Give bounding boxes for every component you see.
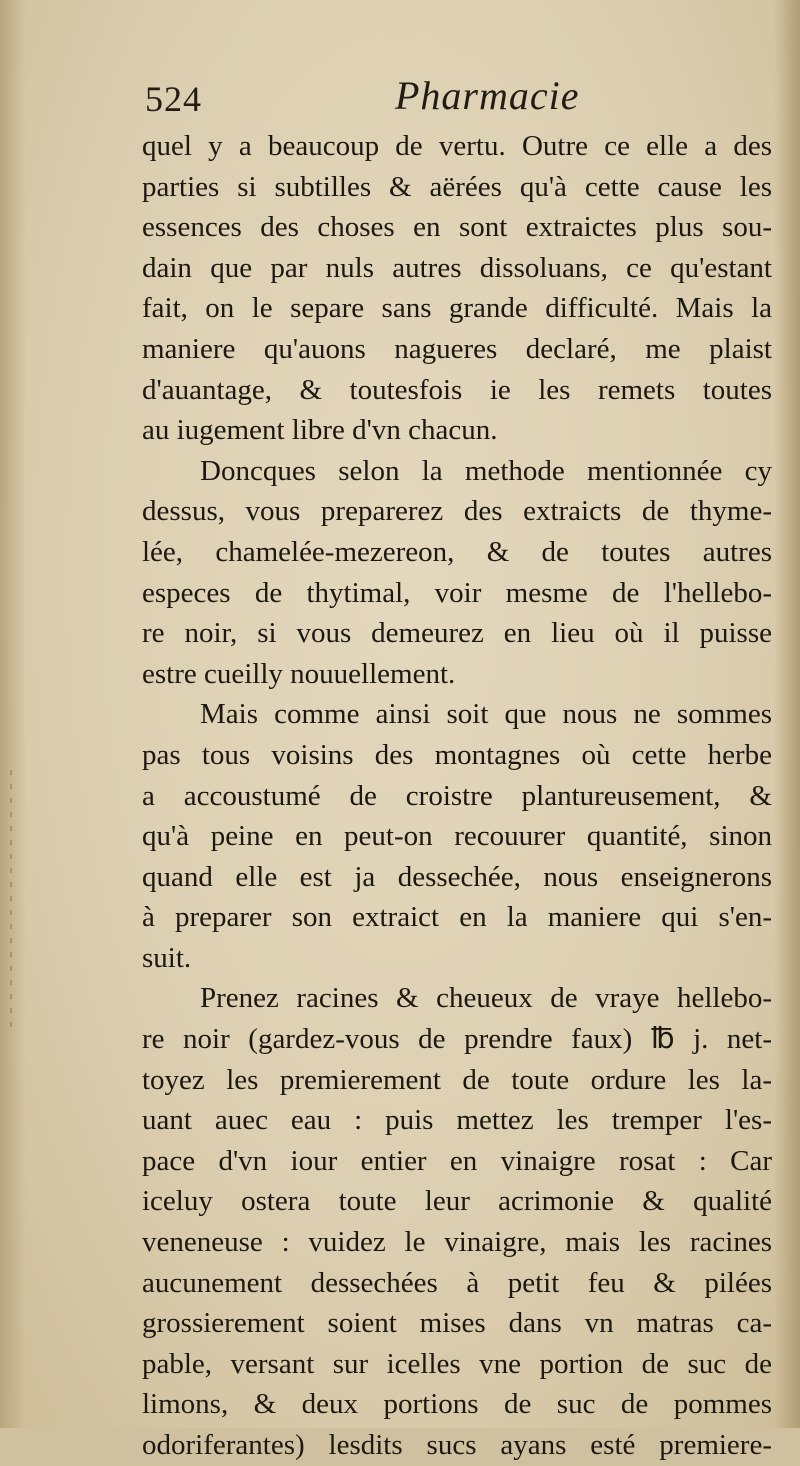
text-line: pable, versant sur icelles vne portion de suc de <box>142 1347 772 1380</box>
text-line: a accoustumé de croistre plantureusement, & <box>142 779 772 812</box>
text-line: odoriferantes) lesdits sucs ayans esté premiere- <box>142 1429 772 1461</box>
text-line: toyez les premierement de toute ordure les la- <box>142 1063 772 1096</box>
text-line: quel y a beaucoup de vertu. Outre ce elle a des <box>142 130 772 162</box>
text-line: grossierement soient mises dans vn matras ca- <box>142 1307 772 1340</box>
text-line: veneneuse : vuidez le vinaigre, mais les racines <box>142 1226 772 1259</box>
body-text <box>142 126 772 1466</box>
page-right-edge-shadow <box>774 0 800 1428</box>
text-line: fait, on le separe sans grande difficulté. Mais la <box>142 292 772 325</box>
text-line: Mais comme ainsi soit que nous ne sommes <box>200 698 772 731</box>
text-line: pace d'vn iour entier en vinaigre rosat : Car <box>142 1144 772 1177</box>
text-line: Prenez racines & cheueux de vraye hellebo- <box>200 982 772 1015</box>
page-left-edge-shadow <box>0 0 26 1428</box>
text-line: pas tous voisins des montagnes où cette herbe <box>142 738 772 771</box>
text-line: estre cueilly nouuellement. <box>142 657 456 690</box>
running-title: Pharmacie <box>395 73 580 118</box>
text-line: lée, chamelée-mezereon, & de toutes autres <box>142 535 772 568</box>
text-line: d'auantage, & toutesfois ie les remets toutes <box>142 373 772 406</box>
text-line: quand elle est ja dessechée, nous enseignerons <box>142 860 772 893</box>
text-line: iceluy ostera toute leur acrimonie & qualité <box>142 1185 772 1218</box>
text-line: parties si subtilles & aërées qu'à cette cause les <box>142 170 772 203</box>
text-line: essences des choses en sont extraictes plus sou- <box>142 211 772 244</box>
text-line: re noir (gardez-vous de prendre faux) ℔ j. net- <box>142 1023 772 1056</box>
gutter-marks <box>10 770 12 1030</box>
text-line: qu'à peine en peut-on recouurer quantité, sinon <box>142 820 772 853</box>
text-line: dain que par nuls autres dissoluans, ce qu'estant <box>142 251 772 284</box>
text-line: uant auec eau : puis mettez les tremper l'es- <box>142 1104 772 1137</box>
text-line: au iugement libre d'vn chacun. <box>142 414 498 447</box>
text-line: limons, & deux portions de suc de pommes <box>142 1388 772 1421</box>
page-number: 524 <box>145 79 202 119</box>
text-line: re noir, si vous demeurez en lieu où il puisse <box>142 617 772 650</box>
text-line: aucunement dessechées à petit feu & pilées <box>142 1266 772 1299</box>
text-line: Doncques selon la methode mentionnée cy <box>200 454 772 487</box>
page-header <box>145 72 775 132</box>
text-line: suit. <box>142 941 192 974</box>
text-line: à preparer son extraict en la maniere qui s'en- <box>142 901 772 934</box>
text-line: especes de thytimal, voir mesme de l'hellebo- <box>142 576 772 609</box>
text-line: dessus, vous preparerez des extraicts de thyme- <box>142 495 772 528</box>
text-line: maniere qu'auons nagueres declaré, me plaist <box>142 332 772 365</box>
